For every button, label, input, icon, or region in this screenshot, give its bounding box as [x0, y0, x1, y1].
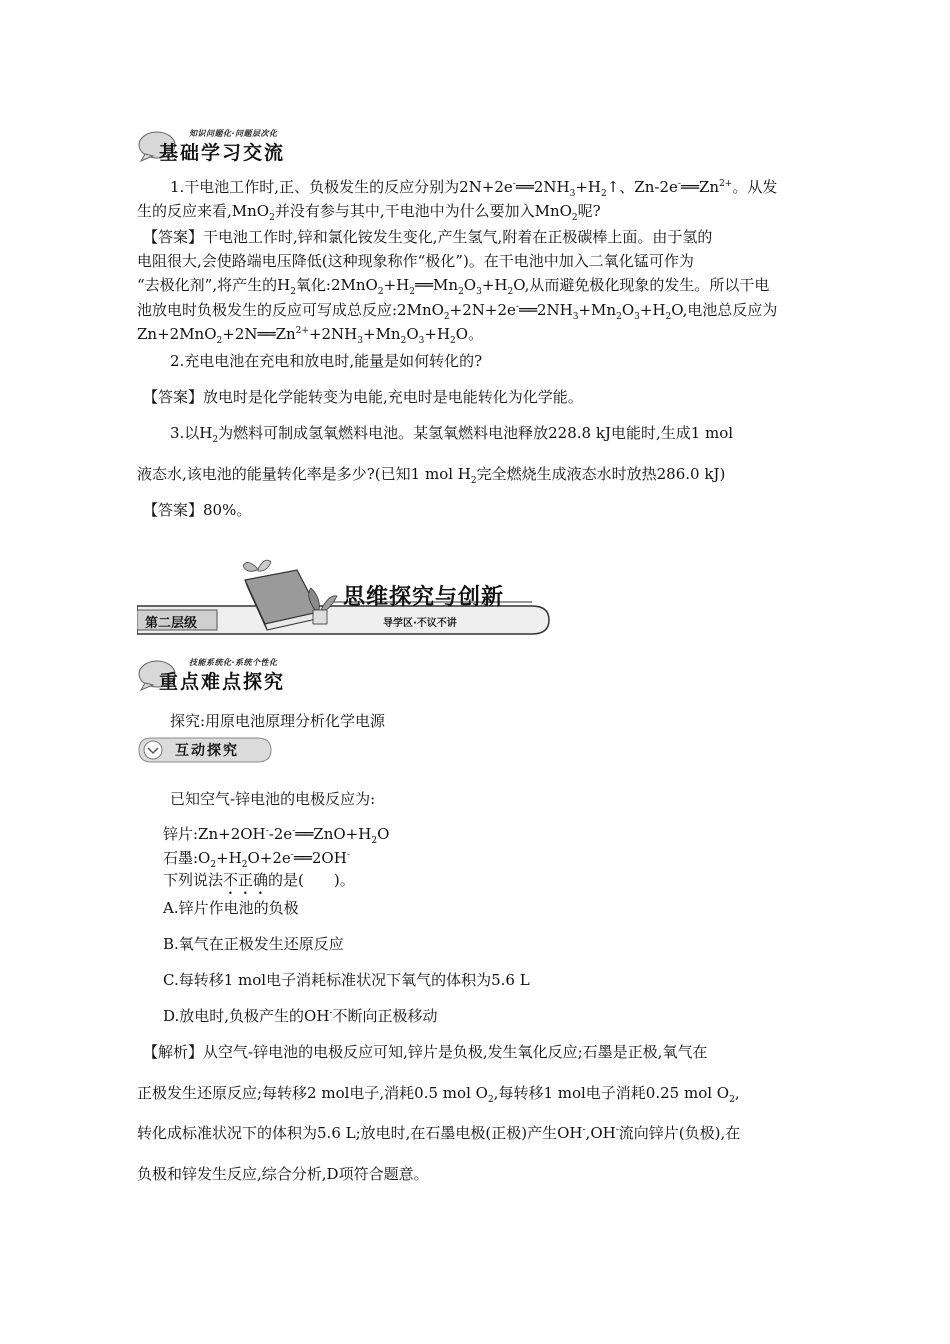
answer-1-line4: 池放电时负极发生的反应可写成总反应$:2MnO_2+2N+2e^-══2NH_3+Mn_2O_3+H_2O$,电池总反应为 — [137, 301, 778, 322]
answer-1-line2: 电阻很大,会使路端电压降低(这种现象称作“极化”)。在干电池中加入二氧化锰可作为 — [137, 252, 694, 270]
section-title: 重点难点探究 — [159, 671, 286, 693]
level-title: 思维探究与创新 — [343, 585, 505, 610]
option-d: D.放电时,负极产生的OH-不断向正极移动 — [163, 1007, 438, 1025]
level-label: 第二层级 — [145, 616, 198, 631]
question-3-line2: 液态水,该电池的能量转化率是多少?(已知1 mol $H_2$完全燃烧生成液态水时放热286.0 kJ) — [137, 465, 726, 486]
question-2: 2.充电电池在充电和放电时,能量是如何转化的? — [170, 352, 483, 370]
level-banner — [137, 558, 557, 638]
analysis-line4: 负极和锌发生反应,综合分析,D项符合题意。 — [137, 1165, 429, 1183]
option-c: C.每转移1 mol电子消耗标准状况下氧气的体积为5.6 L — [163, 971, 530, 989]
section-subtitle: 技能系统化·系统个性化 — [189, 658, 278, 667]
answer-1-line1: 【答案】干电池工作时,锌和氯化铵发生变化,产生氢气,附着在正极碳棒上面。由于氢的 — [143, 228, 713, 246]
emphasis-not-correct: 不正确 — [223, 871, 269, 889]
answer-1-line3: “去极化剂”,将产生的$H_2$氧化$:2MnO_2+H_2══Mn_2O_3+H_2O$,从而避免极化现象的发生。所以干电 — [137, 276, 770, 297]
analysis-line2: 正极发生还原反应;每转移2 mol电子,消耗0.5 mol $O_2$,每转移1 mol电子消耗0.25 mol $O_2$, — [137, 1084, 740, 1105]
option-a: A.锌片作电池的负极 — [163, 899, 299, 917]
section-title: 基础学习交流 — [159, 142, 286, 164]
level-subtitle: 导学区·不议不讲 — [383, 618, 457, 629]
question-3-line1: 3.以$H_2$为燃料可制成氢氧燃料电池。某氢氧燃料电池释放228.8 kJ电能时,生成1 mol — [170, 424, 734, 445]
section-banner-key — [137, 657, 377, 697]
answer-1-line5: $Zn+2MnO_2+2N══Zn^{2+}+2NH_3+Mn_2O_3+H_2O$。 — [137, 325, 484, 346]
interactive-label: 互动探究 — [175, 743, 239, 759]
answer-2: 【答案】放电时是化学能转变为电能,充电时是电能转化为化学能。 — [143, 388, 583, 406]
butterfly-icon — [243, 560, 271, 571]
question-1-line1: 1.干电池工作时,正、负极发生的反应分别为$2N+2e^-══2NH_3+H_2↑$、$Zn-2e^-══Zn^{2+}$。从发 — [170, 178, 778, 199]
question-1-line2: 生的反应来看,MnO$_2$并没有参与其中,干电池中为什么要加入MnO$_2$呢? — [137, 202, 601, 223]
explore-topic: 探究:用原电池原理分析化学电源 — [170, 712, 386, 730]
answer-3: 【答案】80%。 — [143, 501, 252, 519]
chevron-circle-icon — [144, 741, 162, 759]
interactive-banner — [137, 736, 273, 764]
analysis-line1: 【解析】从空气-锌电池的电极反应可知,锌片是负极,发生氧化反应;石墨是正极,氧气在 — [143, 1043, 708, 1061]
option-b: B.氧气在正极发生还原反应 — [163, 935, 344, 953]
problem-question: 下列说法不正确的是( )。 — [163, 871, 355, 889]
graphite-reaction: 石墨$:O_2+H_2O+2e^-══2OH^-$ — [163, 849, 350, 870]
section-subtitle: 知识问题化·问题层次化 — [189, 129, 278, 138]
zinc-reaction: 锌片$:Zn+2OH^--2e^-══ZnO+H_2O$ — [163, 825, 390, 846]
problem-intro: 已知空气-锌电池的电极反应为: — [170, 790, 376, 808]
section-banner-basic — [137, 128, 377, 168]
analysis-line3: 转化成标准状况下的体积为5.6 L;放电时,在石墨电极(正极)产生OH-,OH-流向锌片(负极),在 — [137, 1124, 741, 1142]
